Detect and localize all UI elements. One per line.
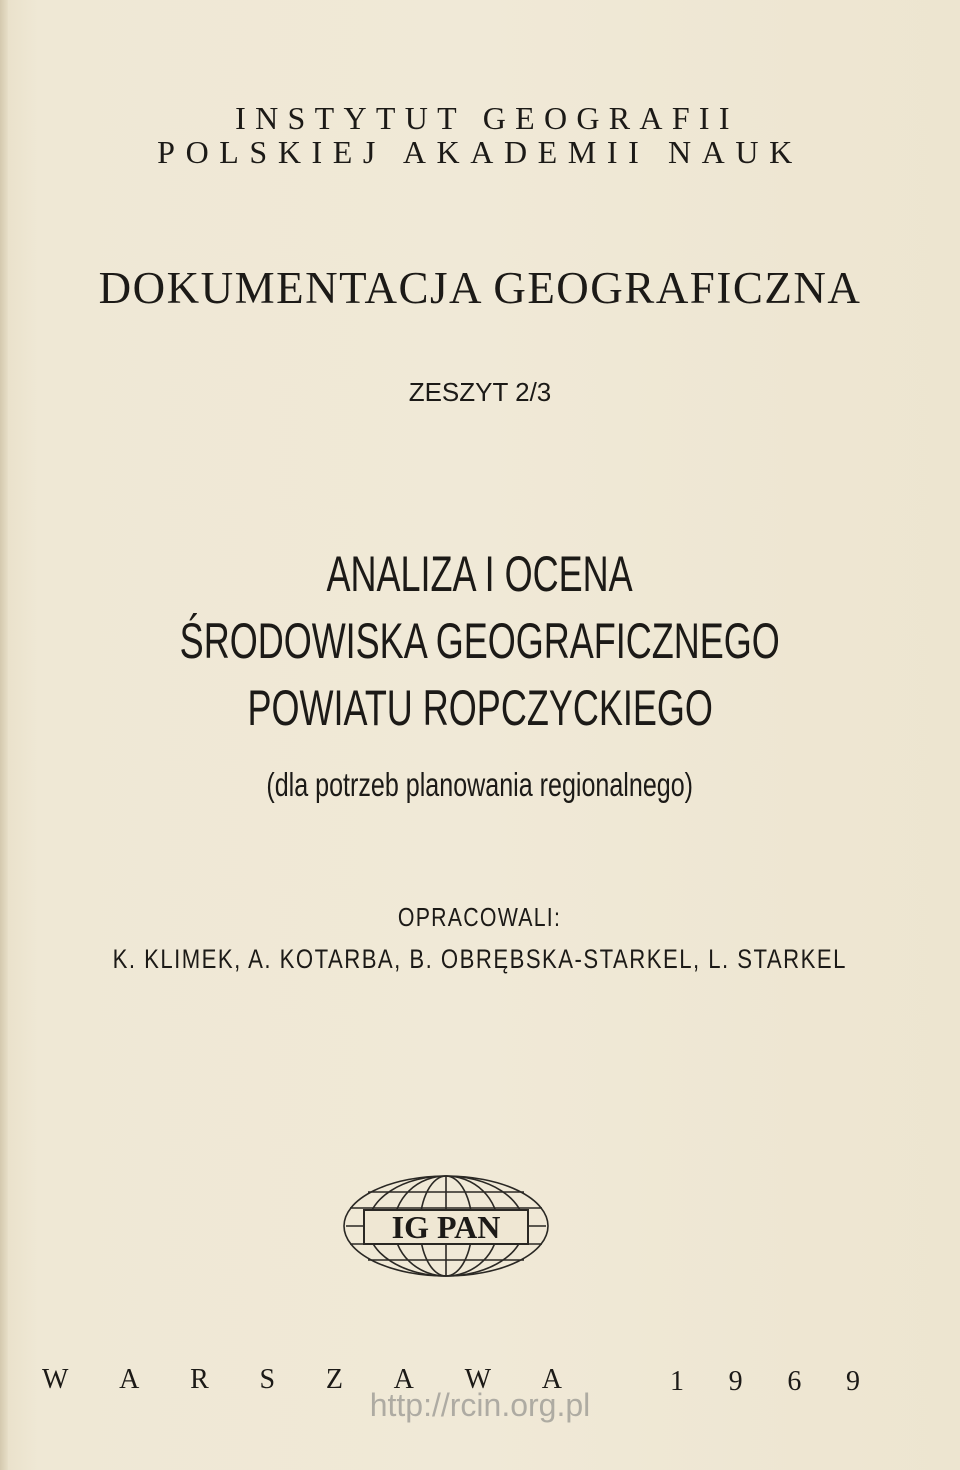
authors-label	[0, 902, 960, 933]
watermark-url: http://rcin.org.pl	[369, 1387, 591, 1423]
title-line-2	[0, 612, 960, 670]
title-line-3	[0, 679, 960, 737]
institute-line-2: POLSKIEJ AKADEMII NAUK	[157, 134, 803, 170]
title-line-2-text: ŚRODOWISKA GEOGRAFICZNEGO	[179, 613, 781, 669]
city-letter: S	[259, 1364, 276, 1395]
city-letter: A	[541, 1364, 562, 1395]
city-letter: A	[393, 1364, 414, 1395]
city-letter: A	[119, 1364, 140, 1395]
authors-list	[0, 944, 960, 975]
authors-list-text: K. KLIMEK, A. KOTARBA, B. OBRĘBSKA-STARKEL, L. STARKEL	[112, 944, 848, 974]
city-letter: R	[190, 1364, 209, 1395]
title-line-1-text: ANALIZA I OCENA	[326, 546, 634, 602]
year-letter: 9	[728, 1366, 743, 1397]
year-letter: 6	[787, 1366, 802, 1397]
ig-pan-globe-logo-icon	[340, 1172, 552, 1280]
logo-text: IG PAN	[391, 1209, 501, 1245]
title-line-1	[0, 545, 960, 603]
year-letter: 9	[845, 1366, 860, 1397]
authors-label-text: OPRACOWALI:	[398, 902, 562, 932]
issue-number: ZESZYT 2/3	[408, 377, 552, 407]
city-letter: W	[464, 1364, 492, 1395]
series-title: DOKUMENTACJA GEOGRAFICZNA	[98, 263, 862, 313]
institute-line-1: INSTYTUT GEOGRAFII	[235, 100, 739, 136]
city-letter: W	[42, 1364, 69, 1395]
year-letter: 1	[670, 1366, 684, 1397]
title-line-3-text: POWIATU ROPCZYCKIEGO	[247, 680, 713, 736]
subtitle	[0, 766, 960, 805]
subtitle-text: (dla potrzeb planowania regionalnego)	[266, 766, 694, 803]
city-letter: Z	[325, 1364, 343, 1395]
